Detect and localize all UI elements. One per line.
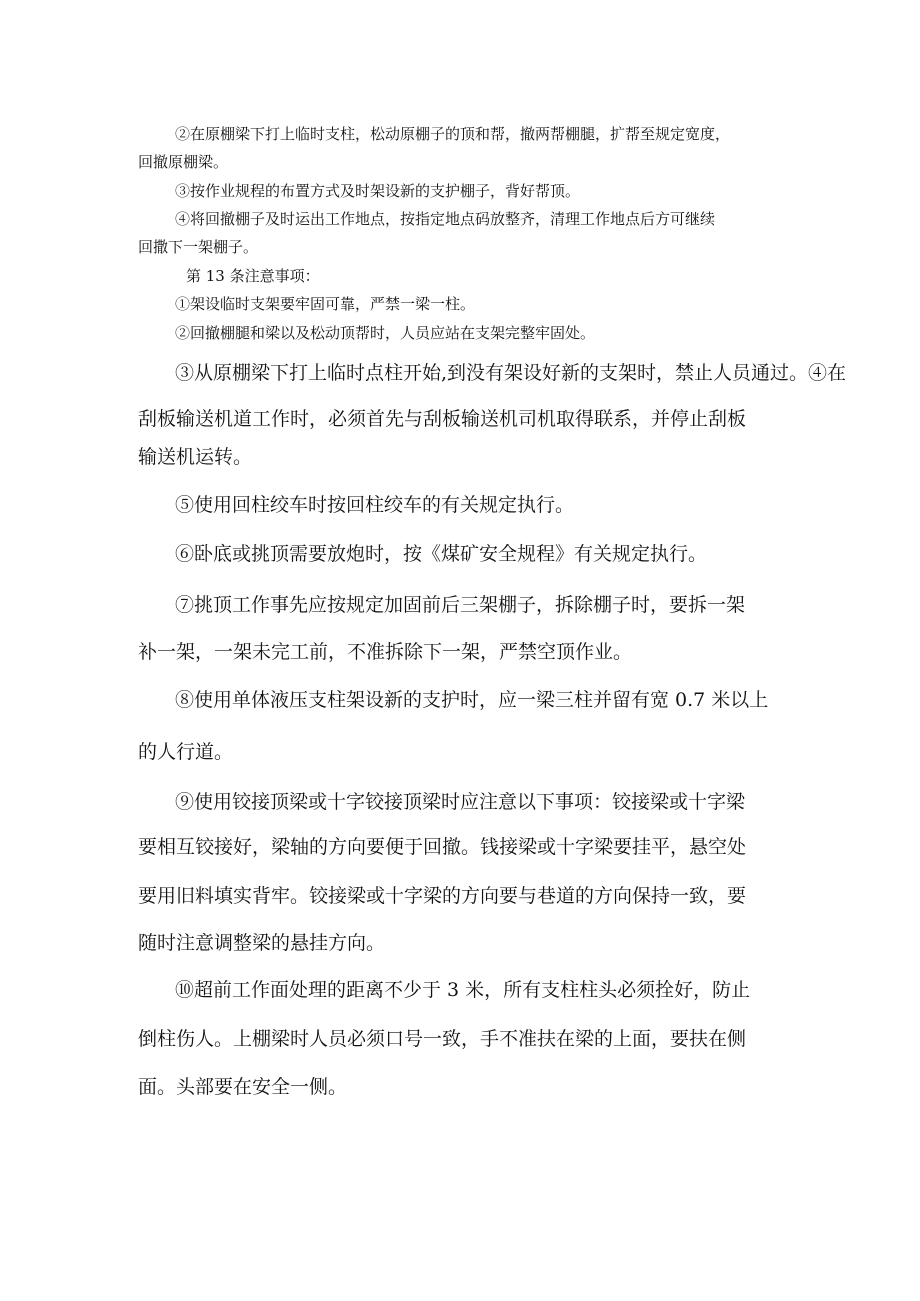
notice-item-5: ⑤使用回柱绞车时按回柱绞车的有关规定执行。 xyxy=(175,494,575,516)
notice-item-8-line-2: 的人行道。 xyxy=(138,741,234,763)
notice-item-6: ⑥卧底或挑顶需要放炮时，按《煤矿安全规程》有关规定执行。 xyxy=(175,543,708,565)
notice-item-3-line-1: ③从原棚梁下打上临时点柱开始,到没有架设好新的支架时，禁止人员通过。④在 xyxy=(175,362,847,384)
notice-item-8-line-1: ⑧使用单体液压支柱架设新的支护时，应一梁三柱并留有宽 0.7 米以上 xyxy=(175,689,769,711)
notice-item-4-line-3: 输送机运转。 xyxy=(138,446,253,468)
paragraph-step-2-line-2: 回撤原棚梁。 xyxy=(138,153,229,171)
notice-item-9-line-1: ⑨使用铰接顶梁或十字铰接顶梁时应注意以下事项：铰接梁或十字梁 xyxy=(175,791,746,813)
paragraph-step-4-line-1: ④将回撤棚子及时运出工作地点，按指定地点码放整齐，清理工作地点后方可继续 xyxy=(175,210,716,228)
notice-item-10-line-1: ⑩超前工作面处理的距离不少于 3 米，所有支柱柱头必须拴好，防止 xyxy=(175,979,751,1001)
notice-item-7-line-2: 补一架，一架未完工前，不准拆除下一架，严禁空顶作业。 xyxy=(138,641,633,663)
notice-item-10-line-3: 面。头部要在安全一侧。 xyxy=(138,1076,348,1098)
notice-item-10-line-2: 倒柱伤人。上棚梁时人员必须口号一致，手不准扶在梁的上面，要扶在侧 xyxy=(138,1028,747,1050)
article-13-heading: 第 13 条注意事项： xyxy=(186,267,320,285)
paragraph-step-2-line-1: ②在原棚梁下打上临时支柱，松动原棚子的顶和帮，撤两帮棚腿，扩帮至规定宽度， xyxy=(175,125,731,143)
paragraph-step-3: ③按作业规程的布置方式及时架设新的支护棚子，背好帮顶。 xyxy=(175,182,581,200)
notice-item-4-line-2: 刮板输送机道工作时，必须首先与刮板输送机司机取得联系，并停止刮板 xyxy=(138,408,747,430)
notice-item-9-line-3: 要用旧料填实背牢。铰接梁或十字梁的方向要与巷道的方向保持一致，要 xyxy=(138,885,747,907)
notice-item-2: ②回撤棚腿和梁以及松动顶帮时，人员应站在支架完整牢固处。 xyxy=(175,324,596,342)
notice-item-9-line-2: 要相互铰接好，梁轴的方向要便于回撤。钱接梁或十字梁要挂平，悬空处 xyxy=(138,836,747,858)
notice-item-7-line-1: ⑦挑顶工作事先应按规定加固前后三架棚子，拆除棚子时，要拆一架 xyxy=(175,594,746,616)
notice-item-1: ①架设临时支架要牢固可靠，严禁一梁一柱。 xyxy=(175,295,476,313)
notice-item-9-line-4: 随时注意调整梁的悬挂方向。 xyxy=(138,932,386,954)
paragraph-step-4-line-2: 回撒下一架棚子。 xyxy=(138,238,259,256)
